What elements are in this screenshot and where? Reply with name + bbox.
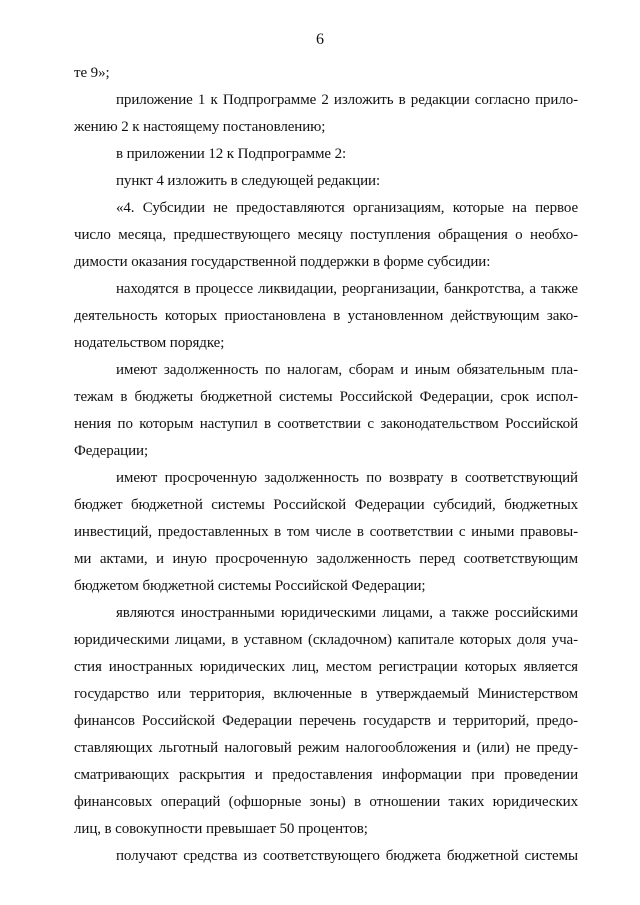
text-line: приложение 1 к Подпрограмме 2 изложить в редакции согласно прило- bbox=[116, 92, 578, 108]
text-line: имеют задолженность по налогам, сборам и иным обязательным пла- bbox=[116, 362, 578, 378]
text-line: финансов Российской Федерации перечень государств и территорий, предо- bbox=[74, 713, 578, 729]
text-line: бюджет бюджетной системы Российской Федерации субсидий, бюджетных bbox=[74, 497, 578, 513]
text-line: число месяца, предшествующего месяцу поступления обращения о необхо- bbox=[74, 227, 578, 243]
document-body bbox=[74, 60, 578, 870]
text-line: имеют просроченную задолженность по возврату в соответствующий bbox=[116, 470, 578, 486]
text-line: сматривающих раскрытия и предоставления информации при проведении bbox=[74, 767, 578, 783]
text-line: тежам в бюджеты бюджетной системы Российской Федерации, срок испол- bbox=[74, 389, 578, 405]
text-line: «4. Субсидии не предоставляются организациям, которые на первое bbox=[116, 200, 578, 216]
text-line: ми актами, и иную просроченную задолженность перед соответствующим bbox=[74, 551, 578, 567]
text-line: димости оказания государственной поддержки в форме субсидии: bbox=[74, 254, 491, 270]
text-line: лиц, в совокупности превышает 50 процентов; bbox=[74, 821, 368, 837]
text-line: юридическими лицами, в уставном (складочном) капитале которых доля уча- bbox=[74, 632, 578, 648]
text-line: пункт 4 изложить в следующей редакции: bbox=[116, 173, 381, 189]
text-line: инвестиций, предоставленных в том числе в соответствии с иными правовы- bbox=[74, 524, 578, 540]
text-line: Федерации; bbox=[74, 443, 149, 459]
text-line: находятся в процессе ликвидации, реорганизации, банкротства, а также bbox=[116, 281, 578, 297]
page-number: 6 bbox=[316, 31, 324, 48]
text-line: стия иностранных юридических лиц, местом регистрации которых является bbox=[74, 659, 578, 675]
text-line: ставляющих льготный налоговый режим налогообложения и (или) не преду- bbox=[74, 740, 578, 756]
text-line: нодательством порядке; bbox=[74, 335, 225, 351]
text-line: те 9»; bbox=[74, 65, 110, 81]
text-line: бюджетом бюджетной системы Российской Федерации; bbox=[74, 578, 426, 594]
text-line: деятельность которых приостановлена в установленном действующим зако- bbox=[74, 308, 578, 324]
text-line: финансовых операций (офшорные зоны) в отношении таких юридических bbox=[74, 794, 578, 810]
text-line: получают средства из соответствующего бюджета бюджетной системы bbox=[116, 848, 578, 864]
text-line: жению 2 к настоящему постановлению; bbox=[74, 119, 326, 135]
text-line: являются иностранными юридическими лицами, а также российскими bbox=[116, 605, 578, 621]
text-line: государство или территория, включенные в утверждаемый Министерством bbox=[74, 686, 578, 702]
text-line: в приложении 12 к Подпрограмме 2: bbox=[116, 146, 347, 162]
text-line: нения по которым наступил в соответствии с законодательством Российской bbox=[74, 416, 578, 432]
